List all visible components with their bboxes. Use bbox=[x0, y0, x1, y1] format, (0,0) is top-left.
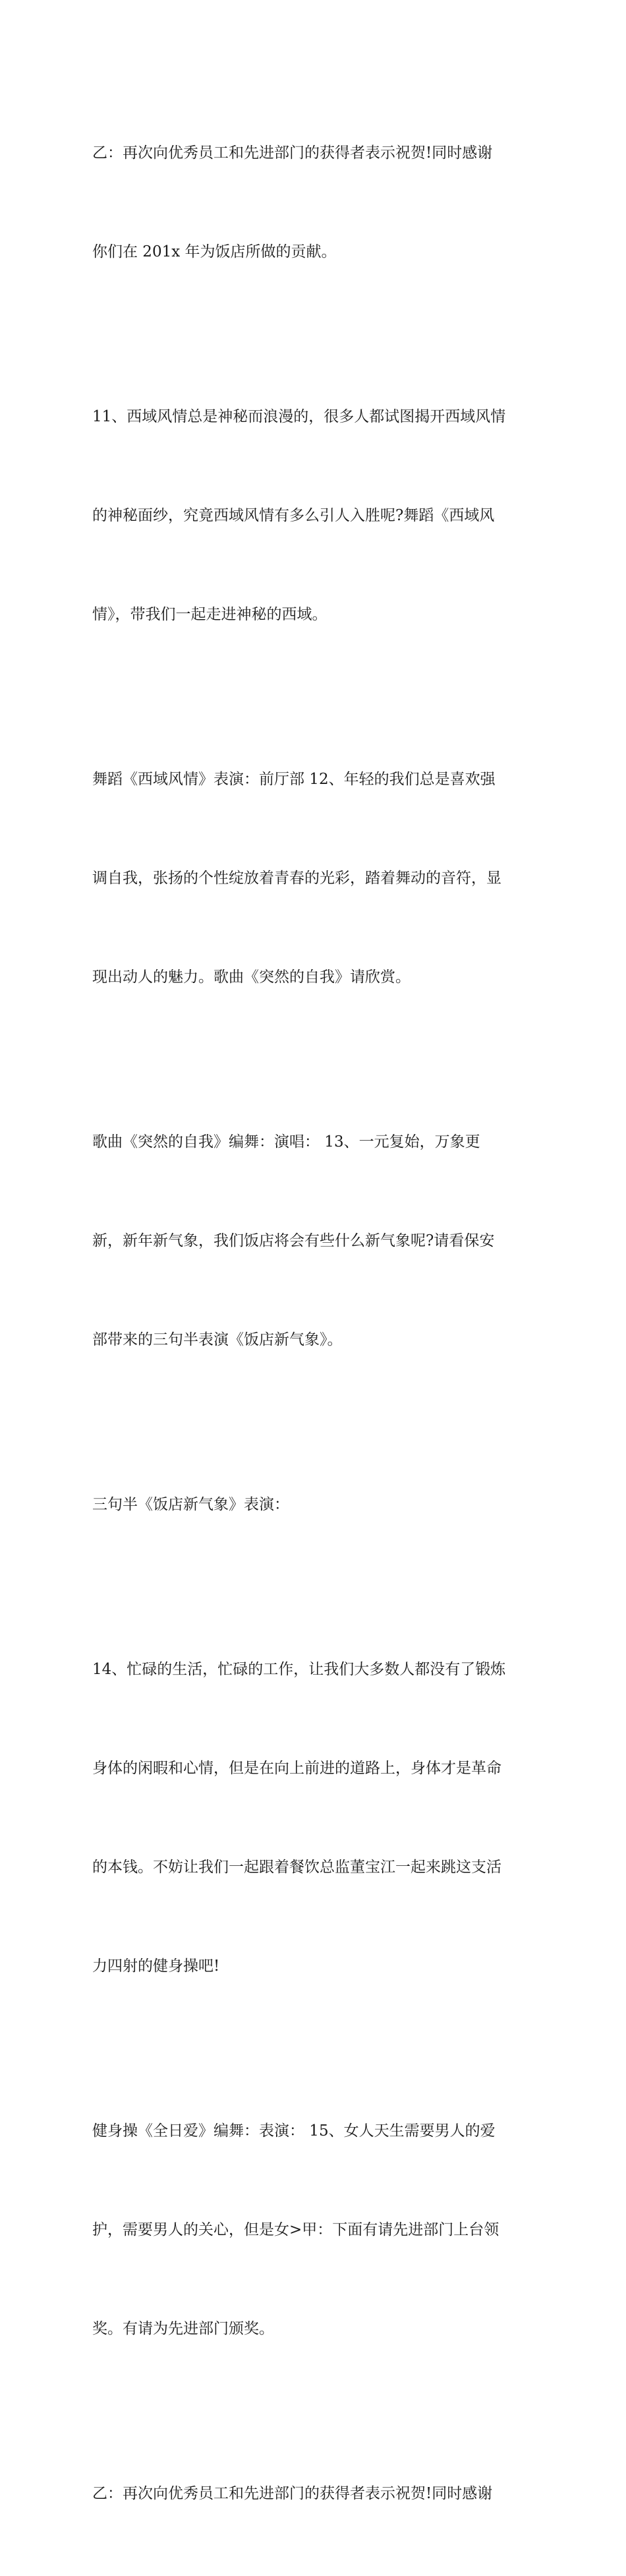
text-line: 舞蹈《西域风情》表演：前厅部 12、年轻的我们总是喜欢强 bbox=[92, 771, 496, 788]
paragraph bbox=[92, 71, 540, 334]
text-line: 健身操《全日爱》编舞：表演： 15、女人天生需要男人的爱 bbox=[92, 2122, 496, 2140]
text-line: 乙：再次向优秀员工和先进部门的获得者表示祝贺!同时感谢 bbox=[92, 144, 493, 162]
text-line: 身体的闲暇和心情，但是在向上前进的道路上，身体才是革命 bbox=[92, 1760, 501, 1777]
paragraph bbox=[92, 2411, 540, 2576]
paragraph bbox=[92, 697, 540, 1060]
text-line: 部带来的三句半表演《饭店新气象》。 bbox=[92, 1331, 343, 1348]
paragraph bbox=[92, 334, 540, 697]
document-body bbox=[92, 71, 540, 2576]
text-line: 14、忙碌的生活，忙碌的工作，让我们大多数人都没有了锻炼 bbox=[92, 1661, 506, 1678]
text-line: 三句半《饭店新气象》表演： bbox=[92, 1496, 289, 1513]
paragraph bbox=[92, 1587, 540, 2049]
text-line: 11、西域风情总是神秘而浪漫的，很多人都试图揭开西域风情 bbox=[92, 408, 506, 425]
text-line: 力四射的健身操吧! bbox=[92, 1958, 220, 1975]
text-line: 现出动人的魅力。歌曲《突然的自我》请欣赏。 bbox=[92, 969, 411, 986]
text-line: 调自我，张扬的个性绽放着青春的光彩，踏着舞动的音符，显 bbox=[92, 870, 501, 887]
text-line: 护，需要男人的关心，但是女>甲：下面有请先进部门上台领 bbox=[92, 2221, 499, 2238]
text-line: 乙：再次向优秀员工和先进部门的获得者表示祝贺!同时感谢 bbox=[92, 2485, 493, 2502]
text-line: 情》，带我们一起走进神秘的西域。 bbox=[92, 606, 327, 623]
text-line: 的神秘面纱，究竟西域风情有多么引人入胜呢?舞蹈《西域风 bbox=[92, 507, 495, 524]
text-line: 歌曲《突然的自我》编舞：演唱： 13、一元复始，万象更 bbox=[92, 1133, 480, 1151]
text-line: 新，新年新气象，我们饭店将会有些什么新气象呢?请看保安 bbox=[92, 1232, 495, 1249]
text-line: 奖。有请为先进部门颁奖。 bbox=[92, 2320, 274, 2337]
paragraph bbox=[92, 2049, 540, 2411]
paragraph bbox=[92, 1060, 540, 1422]
paragraph bbox=[92, 1422, 540, 1587]
text-line: 的本钱。不妨让我们一起跟着餐饮总监董宝江一起来跳这支活 bbox=[92, 1859, 501, 1876]
text-line: 你们在 201x 年为饭店所做的贡献。 bbox=[92, 243, 337, 260]
